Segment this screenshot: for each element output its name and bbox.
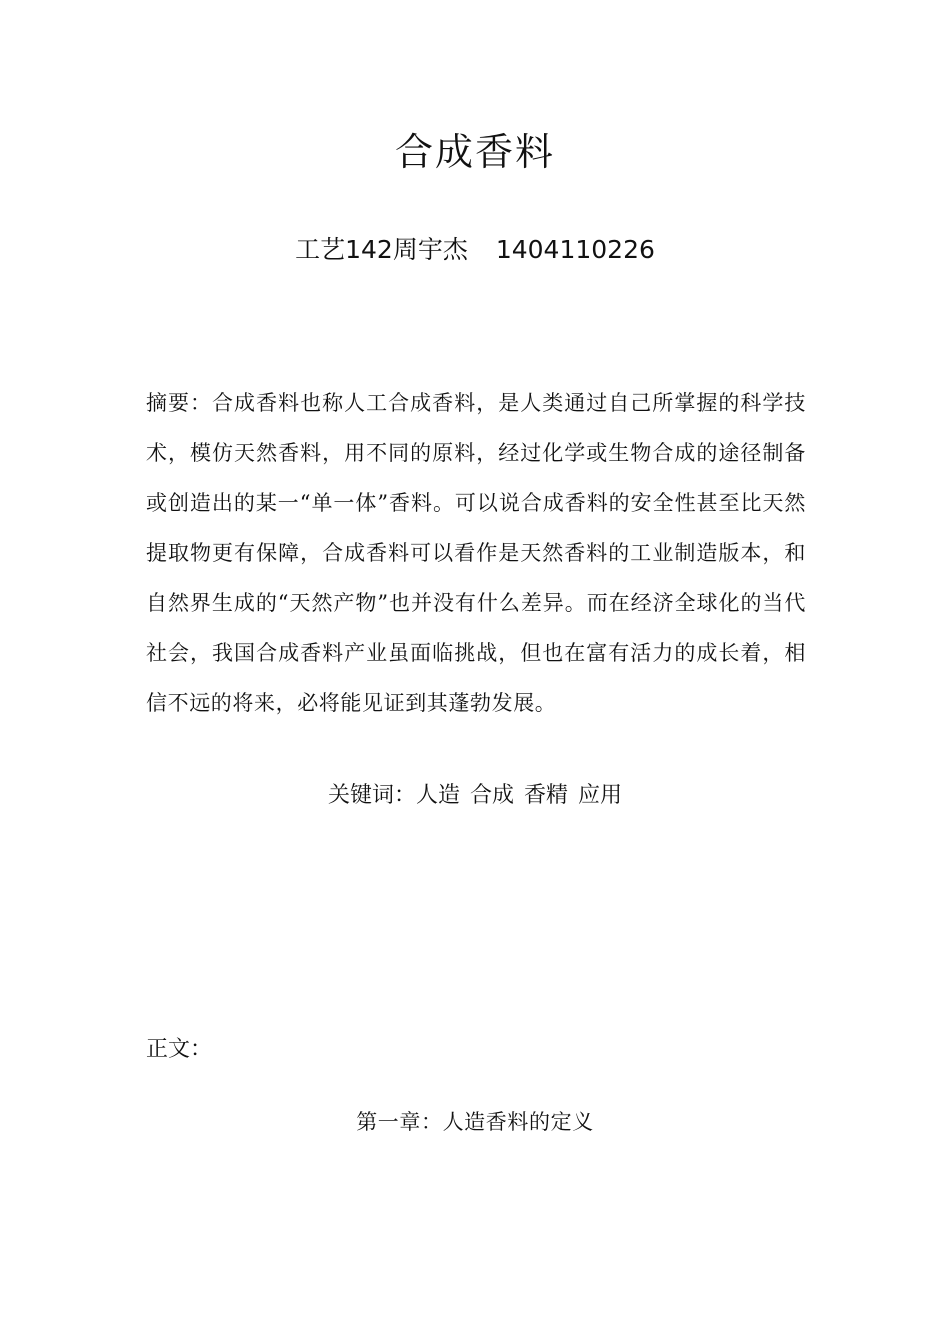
- document-title: 合成香料: [394, 130, 555, 174]
- keyword: 应用: [578, 783, 623, 808]
- keywords-label: 关键词：: [327, 783, 416, 808]
- keyword: 合成: [469, 783, 514, 808]
- body-label: 正文：: [146, 1037, 213, 1062]
- author-line: [0, 232, 950, 268]
- abstract-label: 摘要：: [146, 391, 213, 415]
- student-id: 1404110226: [495, 235, 655, 264]
- keyword: 人造: [415, 783, 460, 808]
- keyword: 香精: [524, 783, 569, 808]
- keywords-line: [0, 778, 950, 814]
- abstract-text: 合成香料也称人工合成香料，是人类通过自己所掌握的科学技术，模仿天然香料，用不同的原料，经过化学或生物合成的途径制备或创造出的某一“单一体”香料。可以说合成香料的安全性甚至比天然提取物更有保障，合成香料可以看作是天然香料的工业制造版本，和自然界生成的“天然产物”也并没有什么差异。而在经济全球化的当代社会，我国合成香料产业虽面临挑战，但也在富有活力的成长着，相信不远的将来，必将能见证到其蓬勃发展。: [146, 391, 806, 715]
- chapter-heading: 第一章：人造香料的定义: [356, 1110, 594, 1134]
- author-name: 工艺142周宇杰: [295, 235, 468, 264]
- abstract-paragraph: [146, 378, 806, 728]
